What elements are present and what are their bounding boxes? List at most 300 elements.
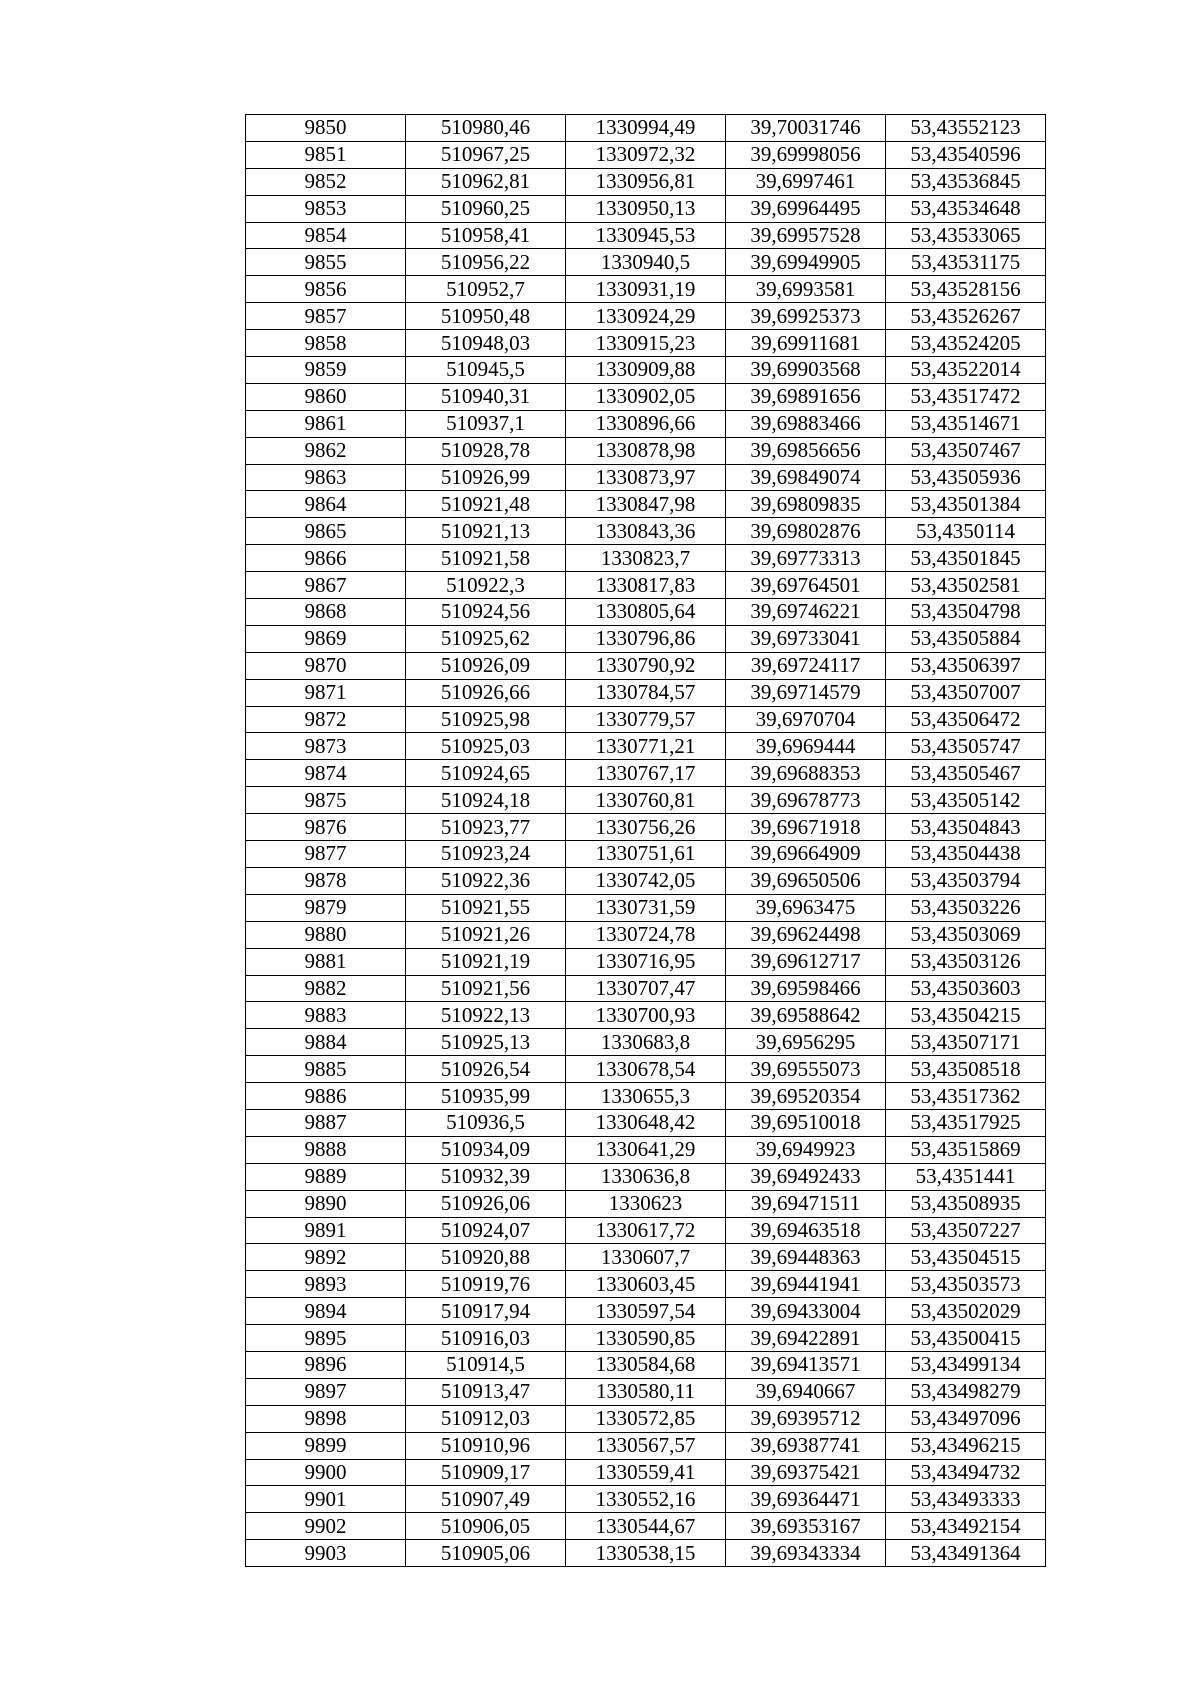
y-coordinate-cell: 1330584,68 bbox=[566, 1351, 726, 1378]
x-coordinate-cell: 510923,77 bbox=[406, 814, 566, 841]
y-coordinate-cell: 1330878,98 bbox=[566, 437, 726, 464]
table-row bbox=[246, 1378, 1046, 1405]
latitude-cell: 53,43503603 bbox=[886, 975, 1046, 1002]
table-row bbox=[246, 841, 1046, 868]
latitude-cell: 53,43517472 bbox=[886, 383, 1046, 410]
x-coordinate-cell: 510934,09 bbox=[406, 1136, 566, 1163]
x-coordinate-cell: 510921,56 bbox=[406, 975, 566, 1002]
x-coordinate-cell: 510916,03 bbox=[406, 1325, 566, 1352]
latitude-cell: 53,43514671 bbox=[886, 410, 1046, 437]
y-coordinate-cell: 1330572,85 bbox=[566, 1405, 726, 1432]
table-row bbox=[246, 303, 1046, 330]
point-number-cell: 9876 bbox=[246, 814, 406, 841]
y-coordinate-cell: 1330956,81 bbox=[566, 168, 726, 195]
latitude-cell: 53,43536845 bbox=[886, 168, 1046, 195]
x-coordinate-cell: 510925,13 bbox=[406, 1029, 566, 1056]
latitude-cell: 53,43524205 bbox=[886, 330, 1046, 357]
latitude-cell: 53,43517362 bbox=[886, 1083, 1046, 1110]
y-coordinate-cell: 1330678,54 bbox=[566, 1056, 726, 1083]
table-row bbox=[246, 948, 1046, 975]
y-coordinate-cell: 1330796,86 bbox=[566, 625, 726, 652]
longitude-cell: 39,6970704 bbox=[726, 706, 886, 733]
latitude-cell: 53,43503069 bbox=[886, 921, 1046, 948]
point-number-cell: 9899 bbox=[246, 1432, 406, 1459]
point-number-cell: 9884 bbox=[246, 1029, 406, 1056]
table-row bbox=[246, 357, 1046, 384]
y-coordinate-cell: 1330559,41 bbox=[566, 1459, 726, 1486]
latitude-cell: 53,43506472 bbox=[886, 706, 1046, 733]
y-coordinate-cell: 1330617,72 bbox=[566, 1217, 726, 1244]
longitude-cell: 39,6949923 bbox=[726, 1136, 886, 1163]
x-coordinate-cell: 510952,7 bbox=[406, 276, 566, 303]
longitude-cell: 39,69510018 bbox=[726, 1109, 886, 1136]
table-row bbox=[246, 867, 1046, 894]
latitude-cell: 53,43540596 bbox=[886, 141, 1046, 168]
longitude-cell: 39,69492433 bbox=[726, 1163, 886, 1190]
point-number-cell: 9857 bbox=[246, 303, 406, 330]
x-coordinate-cell: 510924,65 bbox=[406, 760, 566, 787]
latitude-cell: 53,43533065 bbox=[886, 222, 1046, 249]
latitude-cell: 53,43506397 bbox=[886, 652, 1046, 679]
longitude-cell: 39,69964495 bbox=[726, 195, 886, 222]
y-coordinate-cell: 1330924,29 bbox=[566, 303, 726, 330]
table-row bbox=[246, 1271, 1046, 1298]
y-coordinate-cell: 1330760,81 bbox=[566, 787, 726, 814]
x-coordinate-cell: 510922,3 bbox=[406, 572, 566, 599]
table-row bbox=[246, 1351, 1046, 1378]
longitude-cell: 39,6956295 bbox=[726, 1029, 886, 1056]
latitude-cell: 53,43494732 bbox=[886, 1459, 1046, 1486]
point-number-cell: 9855 bbox=[246, 249, 406, 276]
latitude-cell: 53,43503226 bbox=[886, 894, 1046, 921]
longitude-cell: 39,69925373 bbox=[726, 303, 886, 330]
latitude-cell: 53,43504438 bbox=[886, 841, 1046, 868]
x-coordinate-cell: 510925,98 bbox=[406, 706, 566, 733]
point-number-cell: 9877 bbox=[246, 841, 406, 868]
longitude-cell: 39,69612717 bbox=[726, 948, 886, 975]
latitude-cell: 53,43499134 bbox=[886, 1351, 1046, 1378]
latitude-cell: 53,43507467 bbox=[886, 437, 1046, 464]
latitude-cell: 53,43505467 bbox=[886, 760, 1046, 787]
coordinates-table bbox=[245, 114, 1046, 1567]
table-row bbox=[246, 1136, 1046, 1163]
point-number-cell: 9851 bbox=[246, 141, 406, 168]
x-coordinate-cell: 510905,06 bbox=[406, 1540, 566, 1567]
point-number-cell: 9872 bbox=[246, 706, 406, 733]
y-coordinate-cell: 1330902,05 bbox=[566, 383, 726, 410]
x-coordinate-cell: 510935,99 bbox=[406, 1083, 566, 1110]
latitude-cell: 53,43507171 bbox=[886, 1029, 1046, 1056]
longitude-cell: 39,69856656 bbox=[726, 437, 886, 464]
latitude-cell: 53,43491364 bbox=[886, 1540, 1046, 1567]
longitude-cell: 39,69957528 bbox=[726, 222, 886, 249]
latitude-cell: 53,43505747 bbox=[886, 733, 1046, 760]
latitude-cell: 53,43504798 bbox=[886, 599, 1046, 626]
table-row bbox=[246, 115, 1046, 142]
table-row bbox=[246, 814, 1046, 841]
longitude-cell: 39,69891656 bbox=[726, 383, 886, 410]
y-coordinate-cell: 1330972,32 bbox=[566, 141, 726, 168]
point-number-cell: 9897 bbox=[246, 1378, 406, 1405]
latitude-cell: 53,43496215 bbox=[886, 1432, 1046, 1459]
point-number-cell: 9850 bbox=[246, 115, 406, 142]
y-coordinate-cell: 1330784,57 bbox=[566, 679, 726, 706]
point-number-cell: 9882 bbox=[246, 975, 406, 1002]
y-coordinate-cell: 1330940,5 bbox=[566, 249, 726, 276]
longitude-cell: 39,69903568 bbox=[726, 357, 886, 384]
y-coordinate-cell: 1330843,36 bbox=[566, 518, 726, 545]
x-coordinate-cell: 510917,94 bbox=[406, 1298, 566, 1325]
y-coordinate-cell: 1330779,57 bbox=[566, 706, 726, 733]
x-coordinate-cell: 510910,96 bbox=[406, 1432, 566, 1459]
x-coordinate-cell: 510967,25 bbox=[406, 141, 566, 168]
y-coordinate-cell: 1330731,59 bbox=[566, 894, 726, 921]
point-number-cell: 9870 bbox=[246, 652, 406, 679]
x-coordinate-cell: 510907,49 bbox=[406, 1486, 566, 1513]
y-coordinate-cell: 1330915,23 bbox=[566, 330, 726, 357]
point-number-cell: 9893 bbox=[246, 1271, 406, 1298]
table-row bbox=[246, 383, 1046, 410]
point-number-cell: 9889 bbox=[246, 1163, 406, 1190]
table-row bbox=[246, 1486, 1046, 1513]
latitude-cell: 53,43501384 bbox=[886, 491, 1046, 518]
point-number-cell: 9869 bbox=[246, 625, 406, 652]
x-coordinate-cell: 510921,58 bbox=[406, 545, 566, 572]
latitude-cell: 53,43507007 bbox=[886, 679, 1046, 706]
x-coordinate-cell: 510912,03 bbox=[406, 1405, 566, 1432]
table-row bbox=[246, 706, 1046, 733]
point-number-cell: 9868 bbox=[246, 599, 406, 626]
latitude-cell: 53,43508518 bbox=[886, 1056, 1046, 1083]
x-coordinate-cell: 510956,22 bbox=[406, 249, 566, 276]
y-coordinate-cell: 1330597,54 bbox=[566, 1298, 726, 1325]
longitude-cell: 39,69343334 bbox=[726, 1540, 886, 1567]
point-number-cell: 9887 bbox=[246, 1109, 406, 1136]
table-row bbox=[246, 1513, 1046, 1540]
table-row bbox=[246, 599, 1046, 626]
latitude-cell: 53,43505936 bbox=[886, 464, 1046, 491]
point-number-cell: 9883 bbox=[246, 1002, 406, 1029]
table-row bbox=[246, 545, 1046, 572]
table-row bbox=[246, 330, 1046, 357]
longitude-cell: 39,69433004 bbox=[726, 1298, 886, 1325]
latitude-cell: 53,43493333 bbox=[886, 1486, 1046, 1513]
table-row bbox=[246, 1244, 1046, 1271]
y-coordinate-cell: 1330994,49 bbox=[566, 115, 726, 142]
latitude-cell: 53,43528156 bbox=[886, 276, 1046, 303]
x-coordinate-cell: 510926,06 bbox=[406, 1190, 566, 1217]
latitude-cell: 53,43508935 bbox=[886, 1190, 1046, 1217]
longitude-cell: 39,69375421 bbox=[726, 1459, 886, 1486]
longitude-cell: 39,69849074 bbox=[726, 464, 886, 491]
table-row bbox=[246, 1190, 1046, 1217]
point-number-cell: 9892 bbox=[246, 1244, 406, 1271]
table-row bbox=[246, 437, 1046, 464]
table-row bbox=[246, 518, 1046, 545]
table-row bbox=[246, 1217, 1046, 1244]
latitude-cell: 53,43501845 bbox=[886, 545, 1046, 572]
y-coordinate-cell: 1330790,92 bbox=[566, 652, 726, 679]
y-coordinate-cell: 1330544,67 bbox=[566, 1513, 726, 1540]
longitude-cell: 39,69664909 bbox=[726, 841, 886, 868]
y-coordinate-cell: 1330931,19 bbox=[566, 276, 726, 303]
longitude-cell: 39,69364471 bbox=[726, 1486, 886, 1513]
longitude-cell: 39,69911681 bbox=[726, 330, 886, 357]
point-number-cell: 9866 bbox=[246, 545, 406, 572]
table-row bbox=[246, 652, 1046, 679]
latitude-cell: 53,43504215 bbox=[886, 1002, 1046, 1029]
point-number-cell: 9864 bbox=[246, 491, 406, 518]
point-number-cell: 9865 bbox=[246, 518, 406, 545]
x-coordinate-cell: 510960,25 bbox=[406, 195, 566, 222]
longitude-cell: 39,69949905 bbox=[726, 249, 886, 276]
x-coordinate-cell: 510921,26 bbox=[406, 921, 566, 948]
table-row bbox=[246, 1459, 1046, 1486]
point-number-cell: 9856 bbox=[246, 276, 406, 303]
y-coordinate-cell: 1330683,8 bbox=[566, 1029, 726, 1056]
y-coordinate-cell: 1330603,45 bbox=[566, 1271, 726, 1298]
x-coordinate-cell: 510921,55 bbox=[406, 894, 566, 921]
table-row bbox=[246, 760, 1046, 787]
y-coordinate-cell: 1330823,7 bbox=[566, 545, 726, 572]
table-row bbox=[246, 410, 1046, 437]
latitude-cell: 53,43515869 bbox=[886, 1136, 1046, 1163]
y-coordinate-cell: 1330707,47 bbox=[566, 975, 726, 1002]
latitude-cell: 53,43534648 bbox=[886, 195, 1046, 222]
table-row bbox=[246, 1029, 1046, 1056]
longitude-cell: 39,69624498 bbox=[726, 921, 886, 948]
longitude-cell: 39,69471511 bbox=[726, 1190, 886, 1217]
longitude-cell: 39,69724117 bbox=[726, 652, 886, 679]
x-coordinate-cell: 510921,19 bbox=[406, 948, 566, 975]
longitude-cell: 39,6997461 bbox=[726, 168, 886, 195]
latitude-cell: 53,43522014 bbox=[886, 357, 1046, 384]
x-coordinate-cell: 510922,36 bbox=[406, 867, 566, 894]
table-row bbox=[246, 1002, 1046, 1029]
x-coordinate-cell: 510925,03 bbox=[406, 733, 566, 760]
table-row bbox=[246, 464, 1046, 491]
x-coordinate-cell: 510937,1 bbox=[406, 410, 566, 437]
longitude-cell: 39,69395712 bbox=[726, 1405, 886, 1432]
y-coordinate-cell: 1330873,97 bbox=[566, 464, 726, 491]
x-coordinate-cell: 510923,24 bbox=[406, 841, 566, 868]
point-number-cell: 9888 bbox=[246, 1136, 406, 1163]
point-number-cell: 9875 bbox=[246, 787, 406, 814]
table-row bbox=[246, 491, 1046, 518]
y-coordinate-cell: 1330742,05 bbox=[566, 867, 726, 894]
point-number-cell: 9891 bbox=[246, 1217, 406, 1244]
longitude-cell: 39,69773313 bbox=[726, 545, 886, 572]
longitude-cell: 39,70031746 bbox=[726, 115, 886, 142]
x-coordinate-cell: 510940,31 bbox=[406, 383, 566, 410]
point-number-cell: 9853 bbox=[246, 195, 406, 222]
longitude-cell: 39,69802876 bbox=[726, 518, 886, 545]
latitude-cell: 53,43504515 bbox=[886, 1244, 1046, 1271]
point-number-cell: 9878 bbox=[246, 867, 406, 894]
longitude-cell: 39,6940667 bbox=[726, 1378, 886, 1405]
point-number-cell: 9879 bbox=[246, 894, 406, 921]
y-coordinate-cell: 1330567,57 bbox=[566, 1432, 726, 1459]
point-number-cell: 9874 bbox=[246, 760, 406, 787]
longitude-cell: 39,69413571 bbox=[726, 1351, 886, 1378]
longitude-cell: 39,69448363 bbox=[726, 1244, 886, 1271]
table-row bbox=[246, 894, 1046, 921]
point-number-cell: 9854 bbox=[246, 222, 406, 249]
longitude-cell: 39,69555073 bbox=[726, 1056, 886, 1083]
longitude-cell: 39,69422891 bbox=[726, 1325, 886, 1352]
point-number-cell: 9902 bbox=[246, 1513, 406, 1540]
x-coordinate-cell: 510921,13 bbox=[406, 518, 566, 545]
y-coordinate-cell: 1330607,7 bbox=[566, 1244, 726, 1271]
table-row bbox=[246, 572, 1046, 599]
x-coordinate-cell: 510924,07 bbox=[406, 1217, 566, 1244]
table-row bbox=[246, 1109, 1046, 1136]
y-coordinate-cell: 1330700,93 bbox=[566, 1002, 726, 1029]
point-number-cell: 9894 bbox=[246, 1298, 406, 1325]
point-number-cell: 9900 bbox=[246, 1459, 406, 1486]
longitude-cell: 39,69678773 bbox=[726, 787, 886, 814]
longitude-cell: 39,69883466 bbox=[726, 410, 886, 437]
x-coordinate-cell: 510921,48 bbox=[406, 491, 566, 518]
longitude-cell: 39,69463518 bbox=[726, 1217, 886, 1244]
table-row bbox=[246, 1405, 1046, 1432]
x-coordinate-cell: 510958,41 bbox=[406, 222, 566, 249]
longitude-cell: 39,69441941 bbox=[726, 1271, 886, 1298]
x-coordinate-cell: 510928,78 bbox=[406, 437, 566, 464]
table-row bbox=[246, 975, 1046, 1002]
table-row bbox=[246, 679, 1046, 706]
longitude-cell: 39,6963475 bbox=[726, 894, 886, 921]
point-number-cell: 9881 bbox=[246, 948, 406, 975]
point-number-cell: 9880 bbox=[246, 921, 406, 948]
longitude-cell: 39,69353167 bbox=[726, 1513, 886, 1540]
longitude-cell: 39,69520354 bbox=[726, 1083, 886, 1110]
latitude-cell: 53,4351441 bbox=[886, 1163, 1046, 1190]
latitude-cell: 53,43505884 bbox=[886, 625, 1046, 652]
latitude-cell: 53,43531175 bbox=[886, 249, 1046, 276]
x-coordinate-cell: 510945,5 bbox=[406, 357, 566, 384]
y-coordinate-cell: 1330552,16 bbox=[566, 1486, 726, 1513]
x-coordinate-cell: 510962,81 bbox=[406, 168, 566, 195]
latitude-cell: 53,43498279 bbox=[886, 1378, 1046, 1405]
point-number-cell: 9863 bbox=[246, 464, 406, 491]
latitude-cell: 53,43497096 bbox=[886, 1405, 1046, 1432]
longitude-cell: 39,69733041 bbox=[726, 625, 886, 652]
point-number-cell: 9898 bbox=[246, 1405, 406, 1432]
latitude-cell: 53,43503573 bbox=[886, 1271, 1046, 1298]
table-row bbox=[246, 276, 1046, 303]
x-coordinate-cell: 510913,47 bbox=[406, 1378, 566, 1405]
x-coordinate-cell: 510925,62 bbox=[406, 625, 566, 652]
table-row bbox=[246, 195, 1046, 222]
table-row bbox=[246, 1083, 1046, 1110]
y-coordinate-cell: 1330896,66 bbox=[566, 410, 726, 437]
x-coordinate-cell: 510919,76 bbox=[406, 1271, 566, 1298]
table-row bbox=[246, 1540, 1046, 1567]
table-row bbox=[246, 249, 1046, 276]
longitude-cell: 39,69764501 bbox=[726, 572, 886, 599]
point-number-cell: 9886 bbox=[246, 1083, 406, 1110]
longitude-cell: 39,6993581 bbox=[726, 276, 886, 303]
x-coordinate-cell: 510936,5 bbox=[406, 1109, 566, 1136]
longitude-cell: 39,69598466 bbox=[726, 975, 886, 1002]
point-number-cell: 9885 bbox=[246, 1056, 406, 1083]
x-coordinate-cell: 510926,99 bbox=[406, 464, 566, 491]
x-coordinate-cell: 510926,09 bbox=[406, 652, 566, 679]
y-coordinate-cell: 1330945,53 bbox=[566, 222, 726, 249]
x-coordinate-cell: 510926,66 bbox=[406, 679, 566, 706]
y-coordinate-cell: 1330771,21 bbox=[566, 733, 726, 760]
table-row bbox=[246, 1432, 1046, 1459]
y-coordinate-cell: 1330636,8 bbox=[566, 1163, 726, 1190]
point-number-cell: 9861 bbox=[246, 410, 406, 437]
longitude-cell: 39,69387741 bbox=[726, 1432, 886, 1459]
y-coordinate-cell: 1330751,61 bbox=[566, 841, 726, 868]
x-coordinate-cell: 510924,56 bbox=[406, 599, 566, 626]
point-number-cell: 9871 bbox=[246, 679, 406, 706]
longitude-cell: 39,69588642 bbox=[726, 1002, 886, 1029]
x-coordinate-cell: 510950,48 bbox=[406, 303, 566, 330]
longitude-cell: 39,69714579 bbox=[726, 679, 886, 706]
y-coordinate-cell: 1330817,83 bbox=[566, 572, 726, 599]
table-row bbox=[246, 733, 1046, 760]
latitude-cell: 53,43502581 bbox=[886, 572, 1046, 599]
table-row bbox=[246, 1325, 1046, 1352]
table-row bbox=[246, 787, 1046, 814]
point-number-cell: 9867 bbox=[246, 572, 406, 599]
latitude-cell: 53,43507227 bbox=[886, 1217, 1046, 1244]
y-coordinate-cell: 1330538,15 bbox=[566, 1540, 726, 1567]
y-coordinate-cell: 1330847,98 bbox=[566, 491, 726, 518]
point-number-cell: 9860 bbox=[246, 383, 406, 410]
table-row bbox=[246, 222, 1046, 249]
x-coordinate-cell: 510909,17 bbox=[406, 1459, 566, 1486]
y-coordinate-cell: 1330767,17 bbox=[566, 760, 726, 787]
table-row bbox=[246, 1298, 1046, 1325]
point-number-cell: 9858 bbox=[246, 330, 406, 357]
y-coordinate-cell: 1330724,78 bbox=[566, 921, 726, 948]
latitude-cell: 53,43517925 bbox=[886, 1109, 1046, 1136]
y-coordinate-cell: 1330655,3 bbox=[566, 1083, 726, 1110]
latitude-cell: 53,43503794 bbox=[886, 867, 1046, 894]
latitude-cell: 53,43504843 bbox=[886, 814, 1046, 841]
table-row bbox=[246, 1163, 1046, 1190]
point-number-cell: 9896 bbox=[246, 1351, 406, 1378]
y-coordinate-cell: 1330590,85 bbox=[566, 1325, 726, 1352]
latitude-cell: 53,43526267 bbox=[886, 303, 1046, 330]
table-row bbox=[246, 141, 1046, 168]
longitude-cell: 39,69671918 bbox=[726, 814, 886, 841]
longitude-cell: 39,69746221 bbox=[726, 599, 886, 626]
y-coordinate-cell: 1330756,26 bbox=[566, 814, 726, 841]
point-number-cell: 9903 bbox=[246, 1540, 406, 1567]
latitude-cell: 53,43552123 bbox=[886, 115, 1046, 142]
point-number-cell: 9895 bbox=[246, 1325, 406, 1352]
x-coordinate-cell: 510948,03 bbox=[406, 330, 566, 357]
table-row bbox=[246, 168, 1046, 195]
x-coordinate-cell: 510932,39 bbox=[406, 1163, 566, 1190]
y-coordinate-cell: 1330716,95 bbox=[566, 948, 726, 975]
longitude-cell: 39,69650506 bbox=[726, 867, 886, 894]
x-coordinate-cell: 510922,13 bbox=[406, 1002, 566, 1029]
table-row bbox=[246, 1056, 1046, 1083]
longitude-cell: 39,69809835 bbox=[726, 491, 886, 518]
x-coordinate-cell: 510906,05 bbox=[406, 1513, 566, 1540]
y-coordinate-cell: 1330950,13 bbox=[566, 195, 726, 222]
coordinates-table-body bbox=[246, 115, 1046, 1567]
point-number-cell: 9859 bbox=[246, 357, 406, 384]
x-coordinate-cell: 510924,18 bbox=[406, 787, 566, 814]
